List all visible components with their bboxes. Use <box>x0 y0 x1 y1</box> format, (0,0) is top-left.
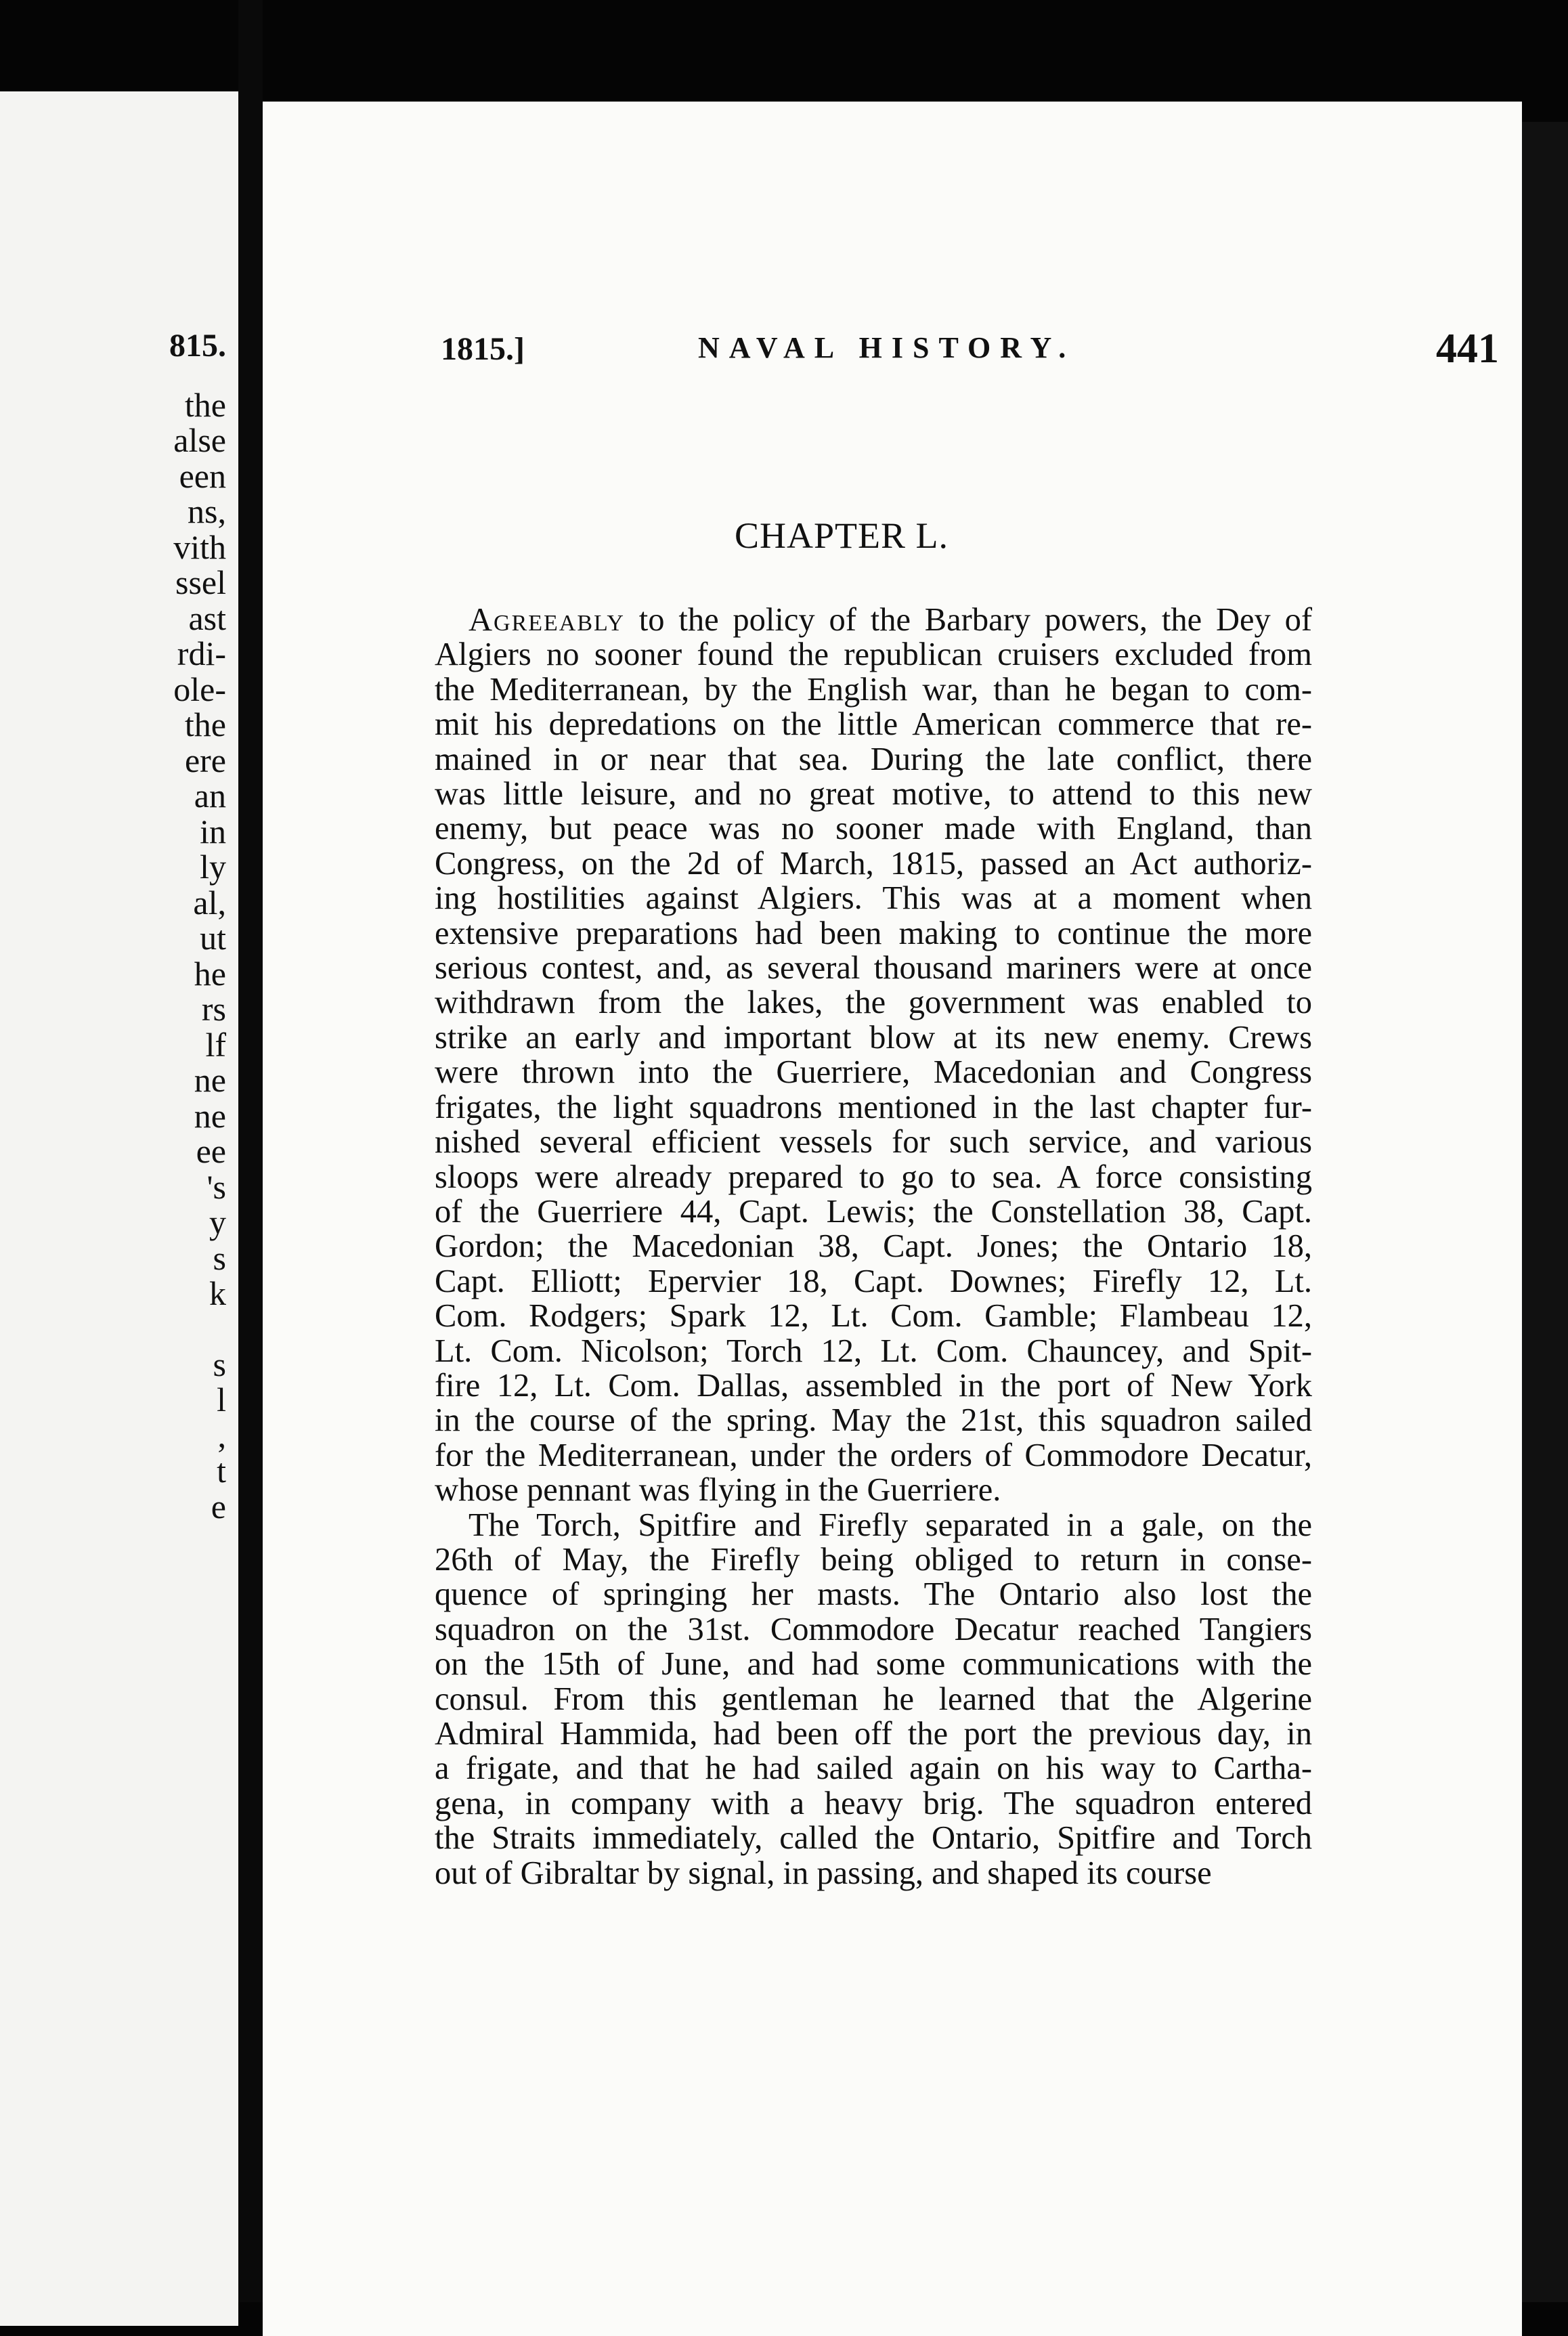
left-page-line-fragment <box>169 1312 226 1347</box>
left-page-line-fragment: he <box>194 954 226 993</box>
text-line: were thrown into the Guerriere, Macedonian and Congress <box>435 1054 1312 1091</box>
left-page-line-fragment: l <box>217 1381 226 1419</box>
left-page-line-fragment: rdi- <box>177 634 226 672</box>
left-page-line-fragment: ns, <box>188 492 226 530</box>
drop-word-small-caps: Agreeably <box>469 602 625 638</box>
running-head-title: NAVAL HISTORY. <box>698 331 1076 364</box>
left-page-line-fragment: ut <box>200 919 226 957</box>
left-page-line-fragment: ast <box>188 599 226 637</box>
left-running-head-fragment: 815. <box>169 328 226 364</box>
left-page-line-fragment: vith <box>173 527 226 566</box>
text-line: on the 15th of June, and had some communications with the <box>435 1646 1312 1683</box>
text-line: fire 12, Lt. Com. Dallas, assembled in the port of New York <box>435 1367 1312 1404</box>
running-head <box>441 325 1565 372</box>
left-page-line-fragment: ee <box>196 1132 226 1170</box>
text-line: in the course of the spring. May the 21st, this squadron sailed <box>435 1402 1312 1439</box>
text-line: the Mediterranean, by the English war, than he began to com- <box>435 671 1312 708</box>
text-line: consul. From this gentleman he learned that the Algerine <box>435 1681 1312 1717</box>
left-page-line-fragment: s <box>213 1238 226 1277</box>
text-line: frigates, the light squadrons mentioned in the last chapter fur- <box>435 1089 1312 1125</box>
binding-gutter <box>238 0 263 2302</box>
text-line: strike an early and important blow at its new enemy. Crews <box>435 1019 1312 1056</box>
text-line: withdrawn from the lakes, the government was enabled to <box>435 985 1312 1021</box>
left-page-line-fragment: ne <box>194 1096 226 1135</box>
text-line: gena, in company with a heavy brig. The squadron entered <box>435 1785 1312 1821</box>
left-page-fragment <box>0 91 238 2326</box>
text-line: Agreeably to the policy of the Barbary powers, the Dey of <box>469 602 1312 638</box>
text-line: out of Gibraltar by signal, in passing, and shaped its course <box>435 1855 1212 1891</box>
left-page-line-fragment: in <box>200 812 226 850</box>
text-line: sloops were already prepared to go to sea. A force consisting <box>435 1159 1312 1195</box>
running-head-date: 1815.] <box>441 331 525 367</box>
text-line: mit his depredations on the little American commerce that re- <box>435 706 1312 743</box>
page-edge-shadow <box>1522 122 1568 2302</box>
left-page-line-fragment: ssel <box>175 563 226 601</box>
left-page-line-fragment: rs <box>201 990 226 1028</box>
text-line: for the Mediterranean, under the orders of Commodore Decatur, <box>435 1437 1312 1473</box>
text-line: the Straits immediately, called the Ontario, Spitfire and Torch <box>435 1820 1312 1857</box>
left-page-line-fragment: ne <box>194 1061 226 1099</box>
chapter-title: CHAPTER L. <box>734 515 949 556</box>
left-page-text <box>169 328 226 1524</box>
page-number: 441 <box>1436 326 1499 372</box>
text-line: whose pennant was flying in the Guerriere. <box>435 1472 1001 1509</box>
left-page-line-fragment: , <box>217 1416 226 1454</box>
text-line: Lt. Com. Nicolson; Torch 12, Lt. Com. Chauncey, and Spit- <box>435 1333 1312 1369</box>
text-line: nished several efficient vessels for such service, and various <box>435 1124 1312 1161</box>
text-line: was little leisure, and no great motive, to attend to this new <box>435 776 1312 813</box>
text-line: ing hostilities against Algiers. This was at a moment when <box>435 880 1312 917</box>
left-page-line-fragment: k <box>209 1274 226 1312</box>
text-line: Gordon; the Macedonian 38, Capt. Jones; the Ontario 18, <box>435 1228 1312 1265</box>
left-page-line-fragment: s <box>213 1345 226 1383</box>
left-page-line-fragment: e <box>211 1487 226 1526</box>
text-line: The Torch, Spitfire and Firefly separated in a gale, on the <box>469 1507 1312 1543</box>
left-page-line-fragment: ly <box>200 848 226 886</box>
text-line: Capt. Elliott; Epervier 18, Capt. Downes; Firefly 12, Lt. <box>435 1263 1312 1299</box>
left-page-line-fragment: an <box>194 777 226 815</box>
left-page-line-fragment: ere <box>184 741 226 779</box>
paragraph <box>435 1508 1312 1890</box>
left-page-line-fragment: alse <box>173 421 226 459</box>
text-line: Congress, on the 2d of March, 1815, passed an Act authoriz- <box>435 845 1312 882</box>
left-page-line-fragment: een <box>179 456 226 495</box>
text-line: a frigate, and that he had sailed again on his way to Cartha- <box>435 1750 1312 1787</box>
text-line: serious contest, and, as several thousand mariners were at once <box>435 950 1312 987</box>
left-page-line-fragment: y <box>209 1203 226 1241</box>
text-line: 26th of May, the Firefly being obliged to return in conse- <box>435 1541 1312 1578</box>
left-page-line-fragment: the <box>184 706 226 743</box>
left-page-line-fragment: lf <box>205 1025 226 1064</box>
left-page-line-fragment: the <box>184 385 226 424</box>
text-line: Com. Rodgers; Spark 12, Lt. Com. Gamble; Flambeau 12, <box>435 1298 1312 1335</box>
left-page-line-fragment: 's <box>206 1167 226 1206</box>
text-line: of the Guerriere 44, Capt. Lewis; the Constellation 38, Capt. <box>435 1193 1312 1230</box>
left-page-line-fragment: al, <box>193 883 226 922</box>
paragraph <box>435 603 1312 1508</box>
text-line: squadron on the 31st. Commodore Decatur reached Tangiers <box>435 1611 1312 1647</box>
text-line: mained in or near that sea. During the late conflict, there <box>435 741 1312 777</box>
text-line: Admiral Hammida, had been off the port the previous day, in <box>435 1716 1312 1752</box>
text-line: extensive preparations had been making to continue the more <box>435 915 1312 951</box>
left-page-line-fragment: ole- <box>173 670 226 708</box>
body-text <box>435 603 1312 1890</box>
left-page-line-fragment: t <box>217 1452 226 1490</box>
book-page <box>263 102 1522 2336</box>
text-line: Algiers no sooner found the republican cruisers excluded from <box>435 636 1312 673</box>
text-line: enemy, but peace was no sooner made with England, than <box>435 810 1312 847</box>
text-line: quence of springing her masts. The Ontario also lost the <box>435 1576 1312 1613</box>
